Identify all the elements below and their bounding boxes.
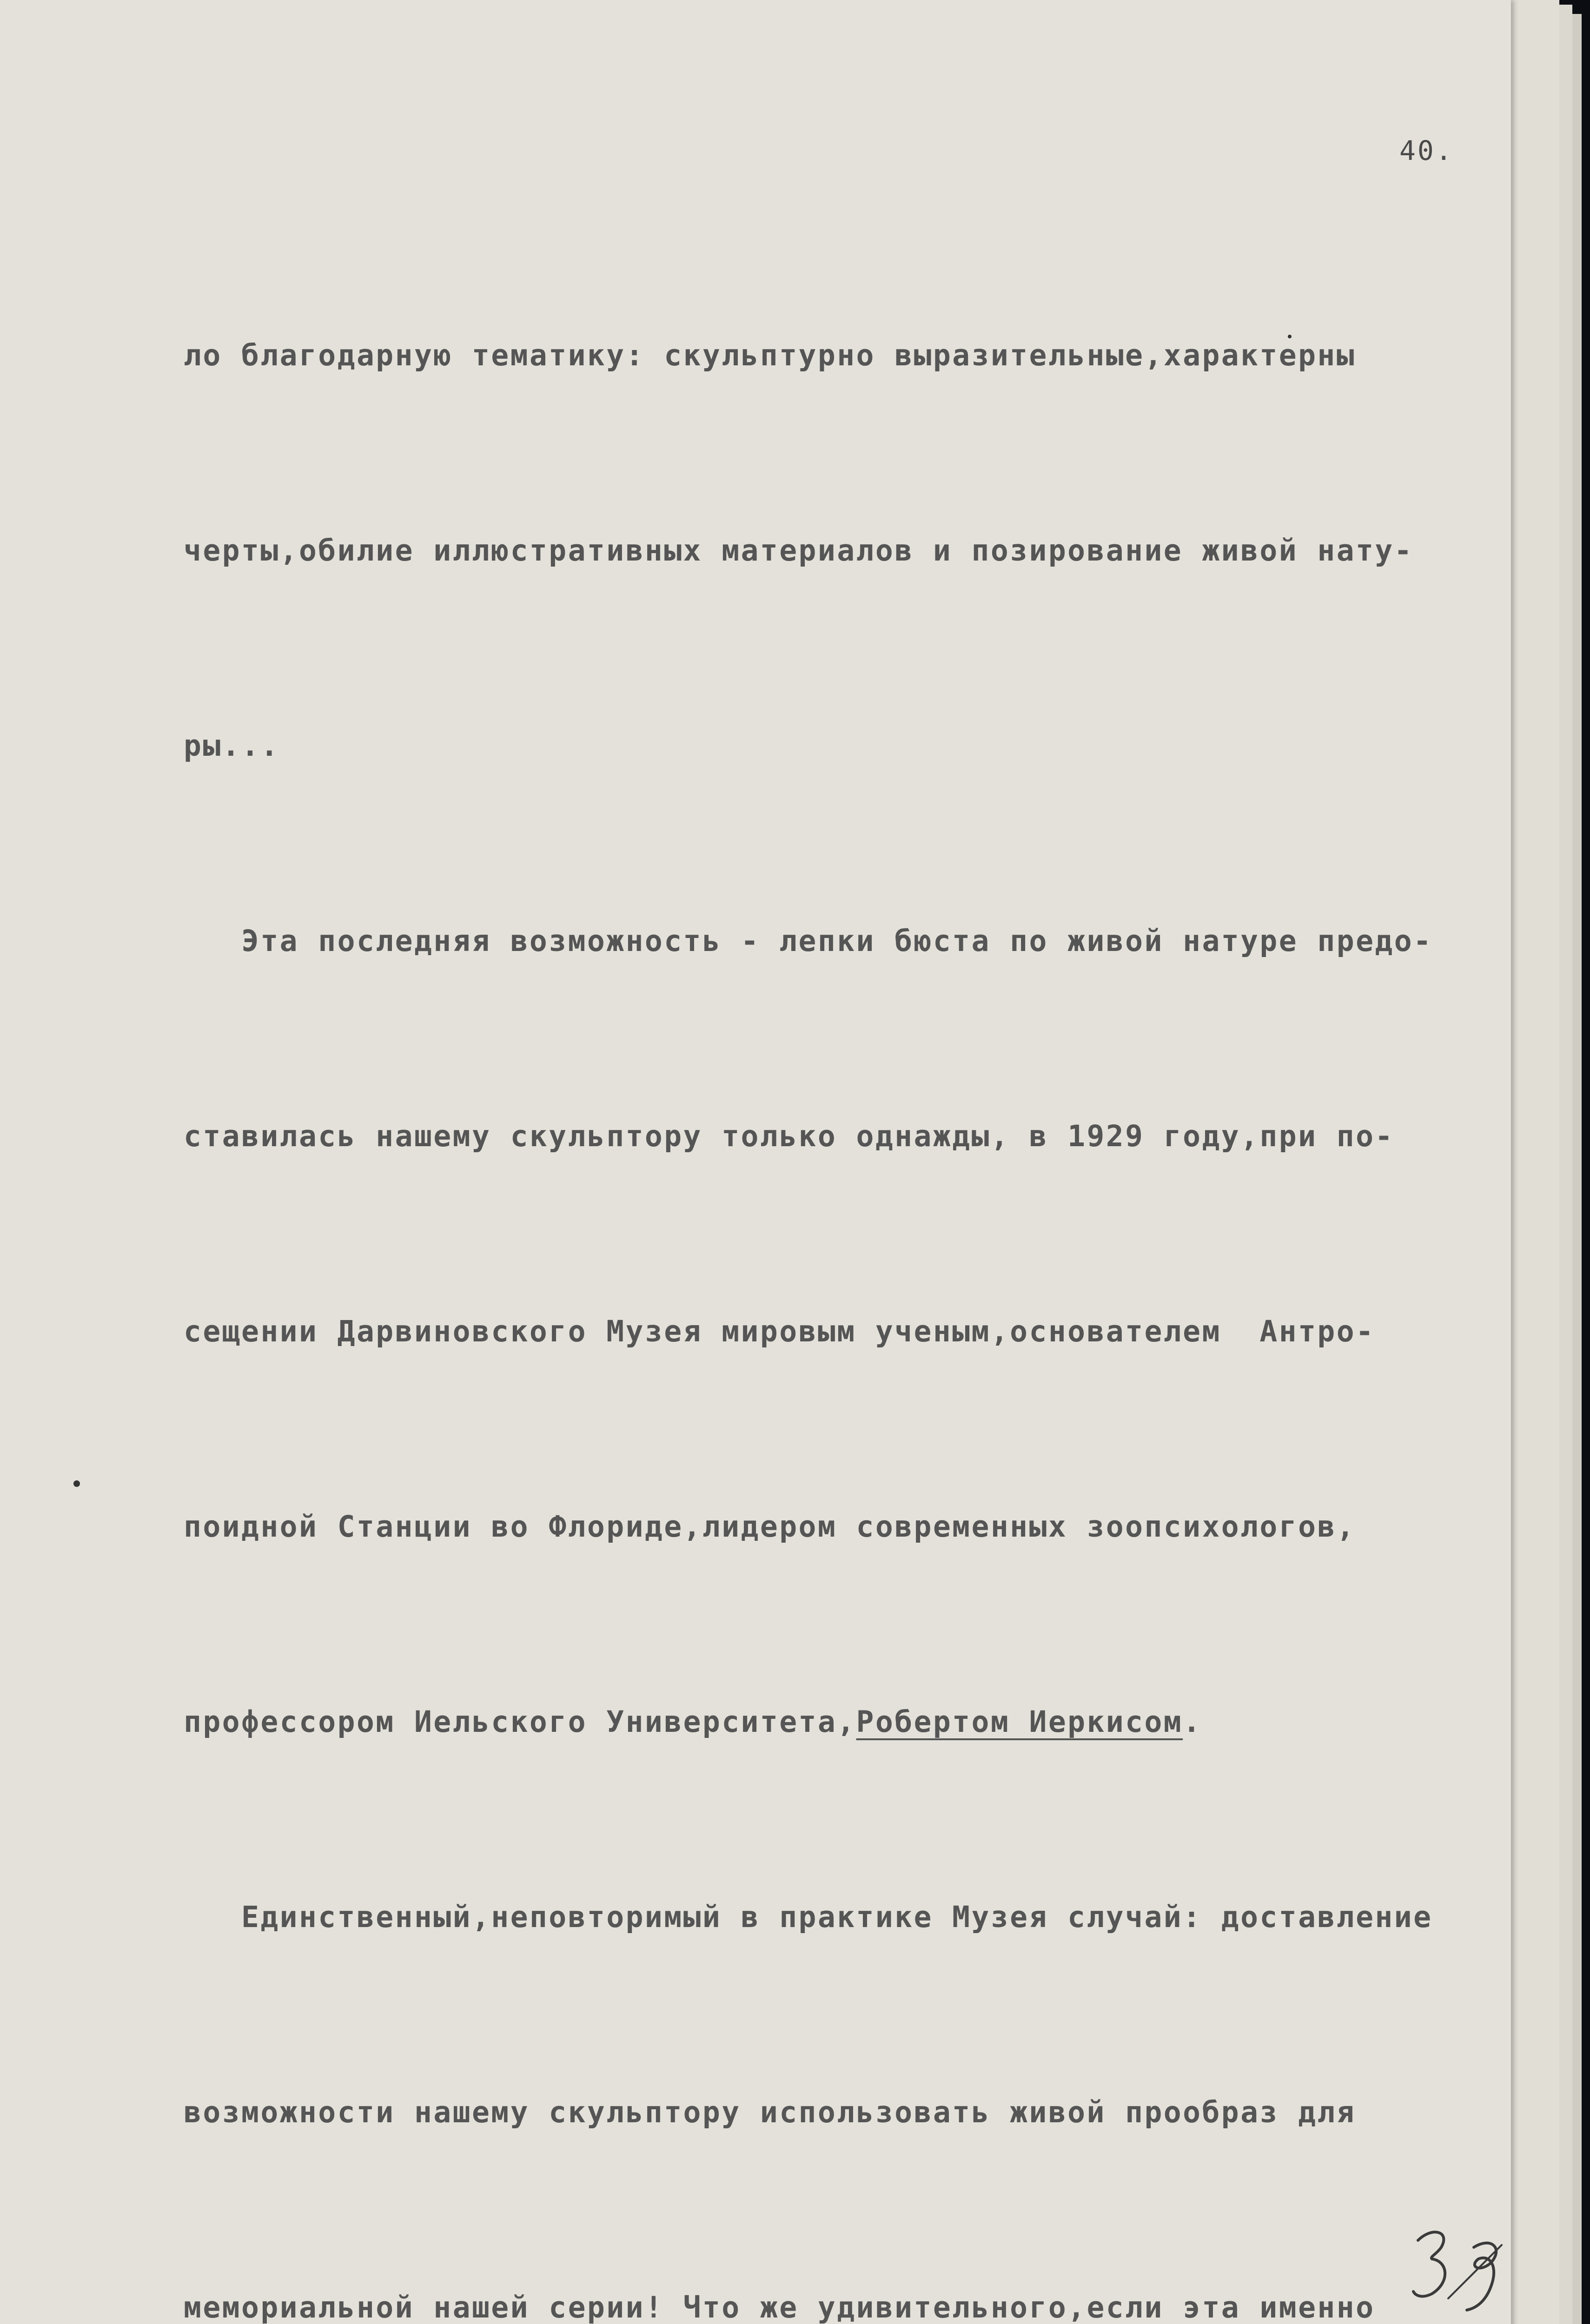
text-line: ставилась нашему скульптору только однажды, в 1929 году,при по-: [184, 1119, 1394, 1153]
ink-dot: [1288, 335, 1292, 338]
text-line: возможности нашему скульптору использовать живой прообраз для: [184, 2095, 1356, 2129]
text-line: поидной Станции во Флориде,лидером современных зоопсихологов,: [184, 1510, 1356, 1544]
text-line: Эта последняя возможность - лепки бюста по живой натуре предо-: [184, 924, 1433, 958]
text-line: профессором Иельского Университета,: [184, 1705, 856, 1739]
text-line: сещении Дарвиновского Музея мировым ученым,основателем Антро-: [184, 1314, 1375, 1348]
text-line: черты,обилие иллюстративных материалов и позирование живой нату-: [184, 534, 1414, 568]
text-line: мемориальной нашей серии! Что же удивительного,если эта именно: [184, 2291, 1375, 2324]
body-text: [184, 193, 1504, 2324]
text-line: Единственный,неповторимый в практике Музея случай: доставление: [184, 1900, 1433, 1934]
page-number: 40.: [1399, 135, 1454, 166]
ink-dot: [73, 1480, 80, 1487]
underlined-name: Робертом Иеркисом: [856, 1705, 1183, 1739]
text-line: ры...: [184, 729, 280, 763]
line-end-punctuation: .: [1183, 1705, 1202, 1739]
text-line-with-name: [184, 1690, 1504, 1755]
pencil-folio-39: [1404, 2222, 1516, 2315]
text-line: ло благодарную тематику: скульптурно выразительные,характерны: [184, 338, 1356, 372]
stacked-sheet-edge: [1503, 0, 1559, 2324]
